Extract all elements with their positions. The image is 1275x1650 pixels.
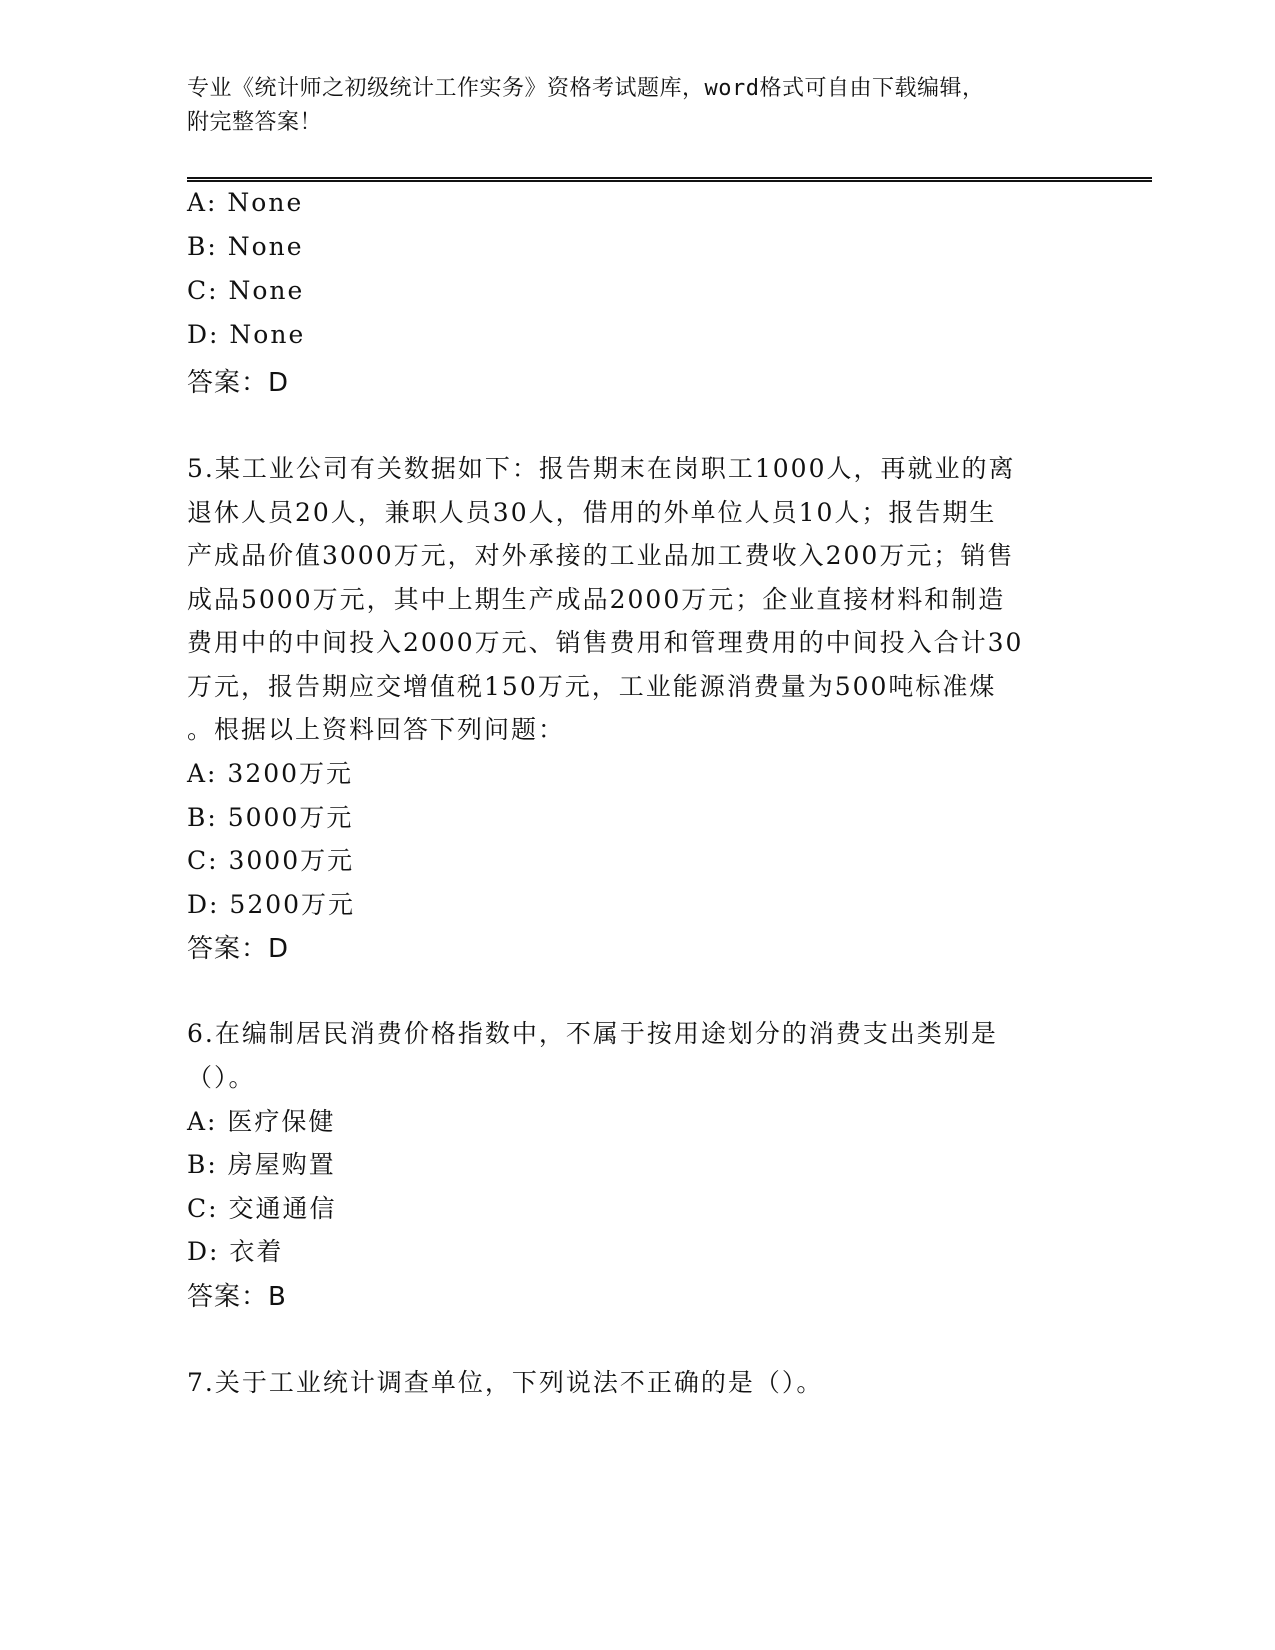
q5-stem-line-6: 万元，报告期应交增值税150万元，工业能源消费量为500吨标准煤 [187, 672, 997, 701]
q5-stem-line-5: 费用中的中间投入2000万元、销售费用和管理费用的中间投入合计30 [187, 628, 1024, 657]
q6-option-c: C: 交通通信 [187, 1194, 337, 1223]
q6-answer: 答案：B [187, 1282, 287, 1312]
q4-answer: 答案：D [187, 368, 290, 398]
q6-option-b: B: 房屋购置 [187, 1150, 336, 1179]
q6-option-d: D: 衣着 [187, 1237, 284, 1266]
q5-stem-line-7: 。根据以上资料回答下列问题： [187, 715, 566, 744]
q5-stem-line-2: 退休人员20人，兼职人员30人，借用的外单位人员10人；报告期生 [187, 498, 997, 527]
header-line-2: 附完整答案！ [187, 110, 323, 135]
q5-option-c: C: 3000万元 [187, 846, 355, 875]
q5-option-a: A: 3200万元 [187, 759, 354, 788]
q4-option-a: A: None [187, 188, 304, 217]
q4-option-d: D: None [187, 320, 306, 349]
q5-answer: 答案：D [187, 934, 290, 964]
q5-stem-line-4: 成品5000万元，其中上期生产成品2000万元；企业直接材料和制造 [187, 585, 1006, 614]
q5-option-d: D: 5200万元 [187, 890, 356, 919]
q5-option-b: B: 5000万元 [187, 803, 354, 832]
document-header [187, 72, 1087, 140]
q7-stem-line-1: 7.关于工业统计调查单位，下列说法不正确的是（）。 [187, 1368, 824, 1397]
q6-stem-line-2: （）。 [187, 1063, 256, 1092]
q6-stem-line-1: 6.在编制居民消费价格指数中，不属于按用途划分的消费支出类别是 [187, 1019, 998, 1048]
q5-stem-line-1: 5.某工业公司有关数据如下：报告期末在岗职工1000人，再就业的离 [187, 454, 1016, 483]
q6-option-a: A: 医疗保健 [187, 1107, 336, 1136]
q5-stem-line-3: 产成品价值3000万元，对外承接的工业品加工费收入200万元；销售 [187, 541, 1015, 570]
q4-option-c: C: None [187, 276, 305, 305]
header-divider [187, 177, 1152, 182]
q4-option-b: B: None [187, 232, 304, 261]
header-line-1: 专业《统计师之初级统计工作实务》资格考试题库，word格式可自由下载编辑， [187, 76, 985, 101]
